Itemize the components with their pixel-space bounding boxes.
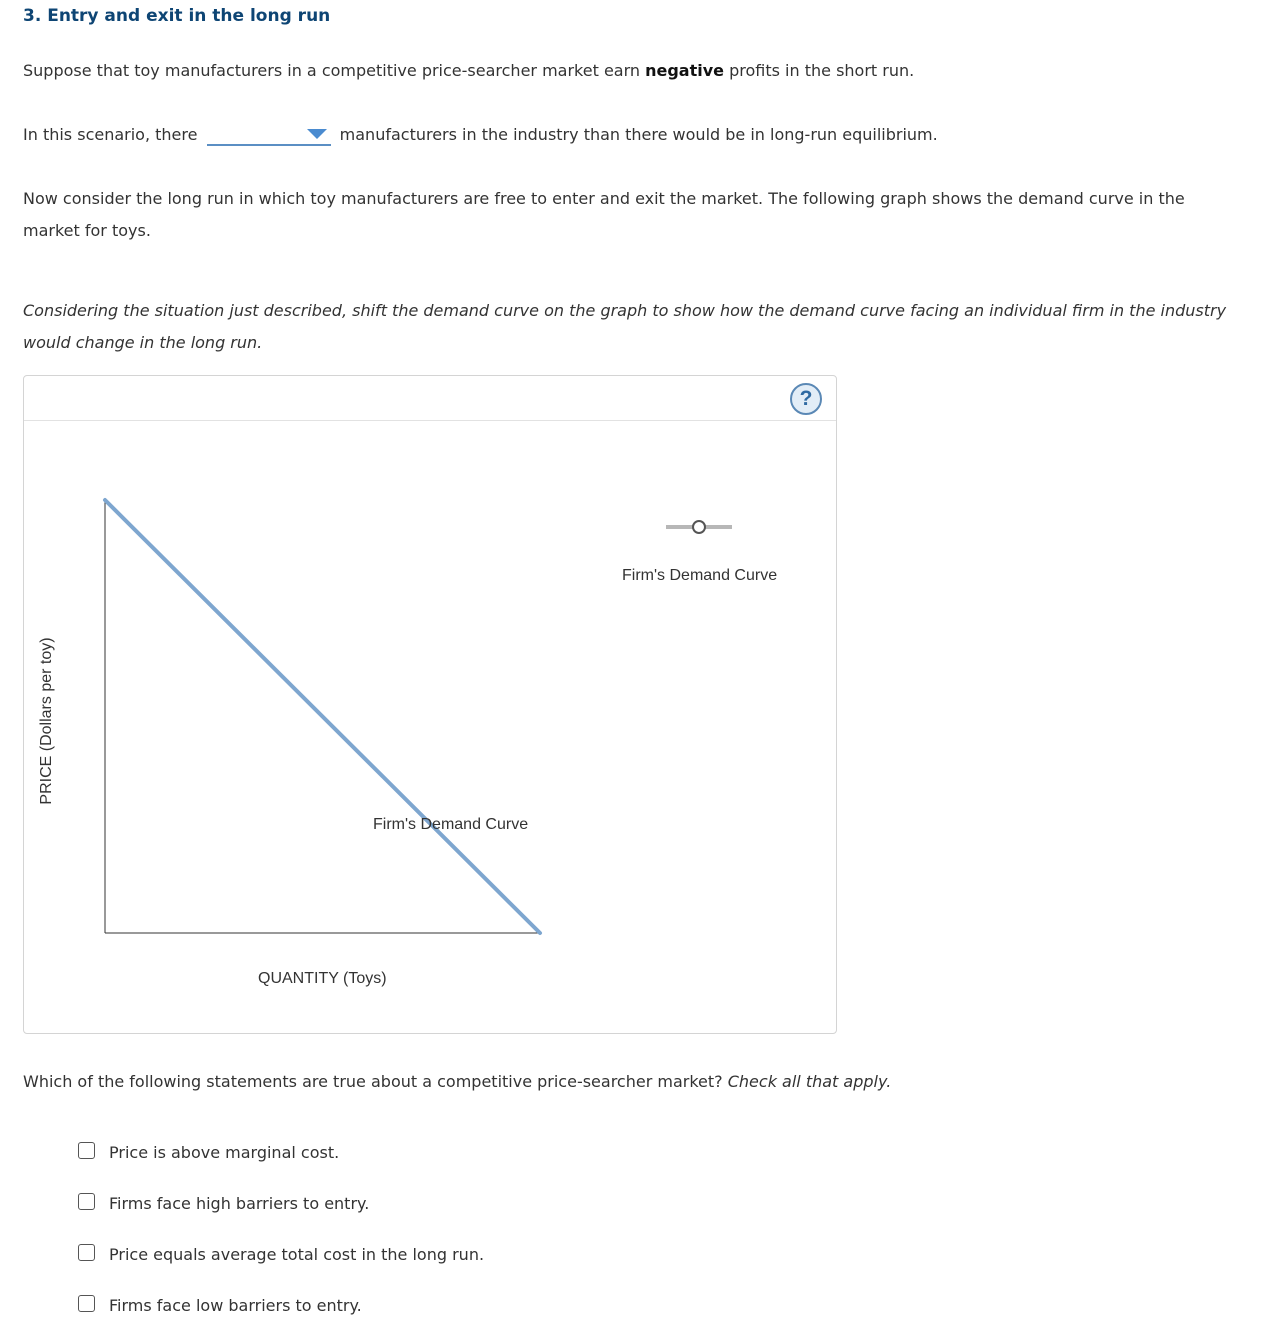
checkbox-option[interactable] xyxy=(78,1229,484,1280)
checkbox-list xyxy=(78,1127,484,1331)
checkbox-option[interactable] xyxy=(78,1178,484,1229)
y-axis-label: PRICE (Dollars per toy) xyxy=(38,637,55,805)
palette-handle[interactable] xyxy=(693,521,705,533)
checkbox-label: Price equals average total cost in the long run. xyxy=(109,1245,485,1264)
intro-bold-word: negative xyxy=(645,61,725,80)
scenario-dropdown[interactable] xyxy=(207,124,331,146)
plot-series xyxy=(105,500,540,933)
intro-text-after: profits in the short run. xyxy=(724,61,915,80)
palette-label: Firm's Demand Curve xyxy=(622,567,778,584)
scenario-text-after: manufacturers in the industry than there would be in long-run equilibrium. xyxy=(339,125,938,144)
checkbox-label: Price is above marginal cost. xyxy=(109,1143,340,1162)
checkbox-label: Firms face low barriers to entry. xyxy=(109,1296,362,1315)
x-axis-label: QUANTITY (Toys) xyxy=(258,970,387,987)
instruction-paragraph: Considering the situation just described, shift the demand curve on the graph to show how the demand curve facing an individual firm in the industry would change in the long run. xyxy=(23,301,1227,352)
demand-curve-line[interactable] xyxy=(105,500,540,933)
help-icon[interactable]: ? xyxy=(790,383,822,415)
scenario-text-before: In this scenario, there xyxy=(23,125,198,144)
checkbox-label: Firms face high barriers to entry. xyxy=(109,1194,370,1213)
mc-prompt xyxy=(23,1066,891,1098)
mc-prompt-text: Which of the following statements are true about a competitive price-searcher market? xyxy=(23,1072,728,1091)
mc-prompt-italic: Check all that apply. xyxy=(727,1072,892,1091)
intro-paragraph xyxy=(23,55,914,87)
checkbox[interactable] xyxy=(78,1142,95,1159)
checkbox-option[interactable] xyxy=(78,1127,484,1178)
curve-label: Firm's Demand Curve xyxy=(373,816,529,833)
checkbox[interactable] xyxy=(78,1193,95,1210)
checkbox[interactable] xyxy=(78,1295,95,1312)
question-title: 3. Entry and exit in the long run xyxy=(23,6,331,26)
long-run-paragraph: Now consider the long run in which toy manufacturers are free to enter and exit the market. The following graph shows the demand curve in the market for toys. xyxy=(23,189,1185,240)
scenario-paragraph xyxy=(23,119,938,151)
caret-down-icon xyxy=(307,129,327,139)
graph-area[interactable] xyxy=(24,376,836,1033)
checkbox[interactable] xyxy=(78,1244,95,1261)
palette-demand-tool[interactable] xyxy=(666,521,732,533)
intro-text-before: Suppose that toy manufacturers in a competitive price-searcher market earn xyxy=(23,61,646,80)
graph-panel xyxy=(23,375,837,1034)
checkbox-option[interactable] xyxy=(78,1280,484,1331)
